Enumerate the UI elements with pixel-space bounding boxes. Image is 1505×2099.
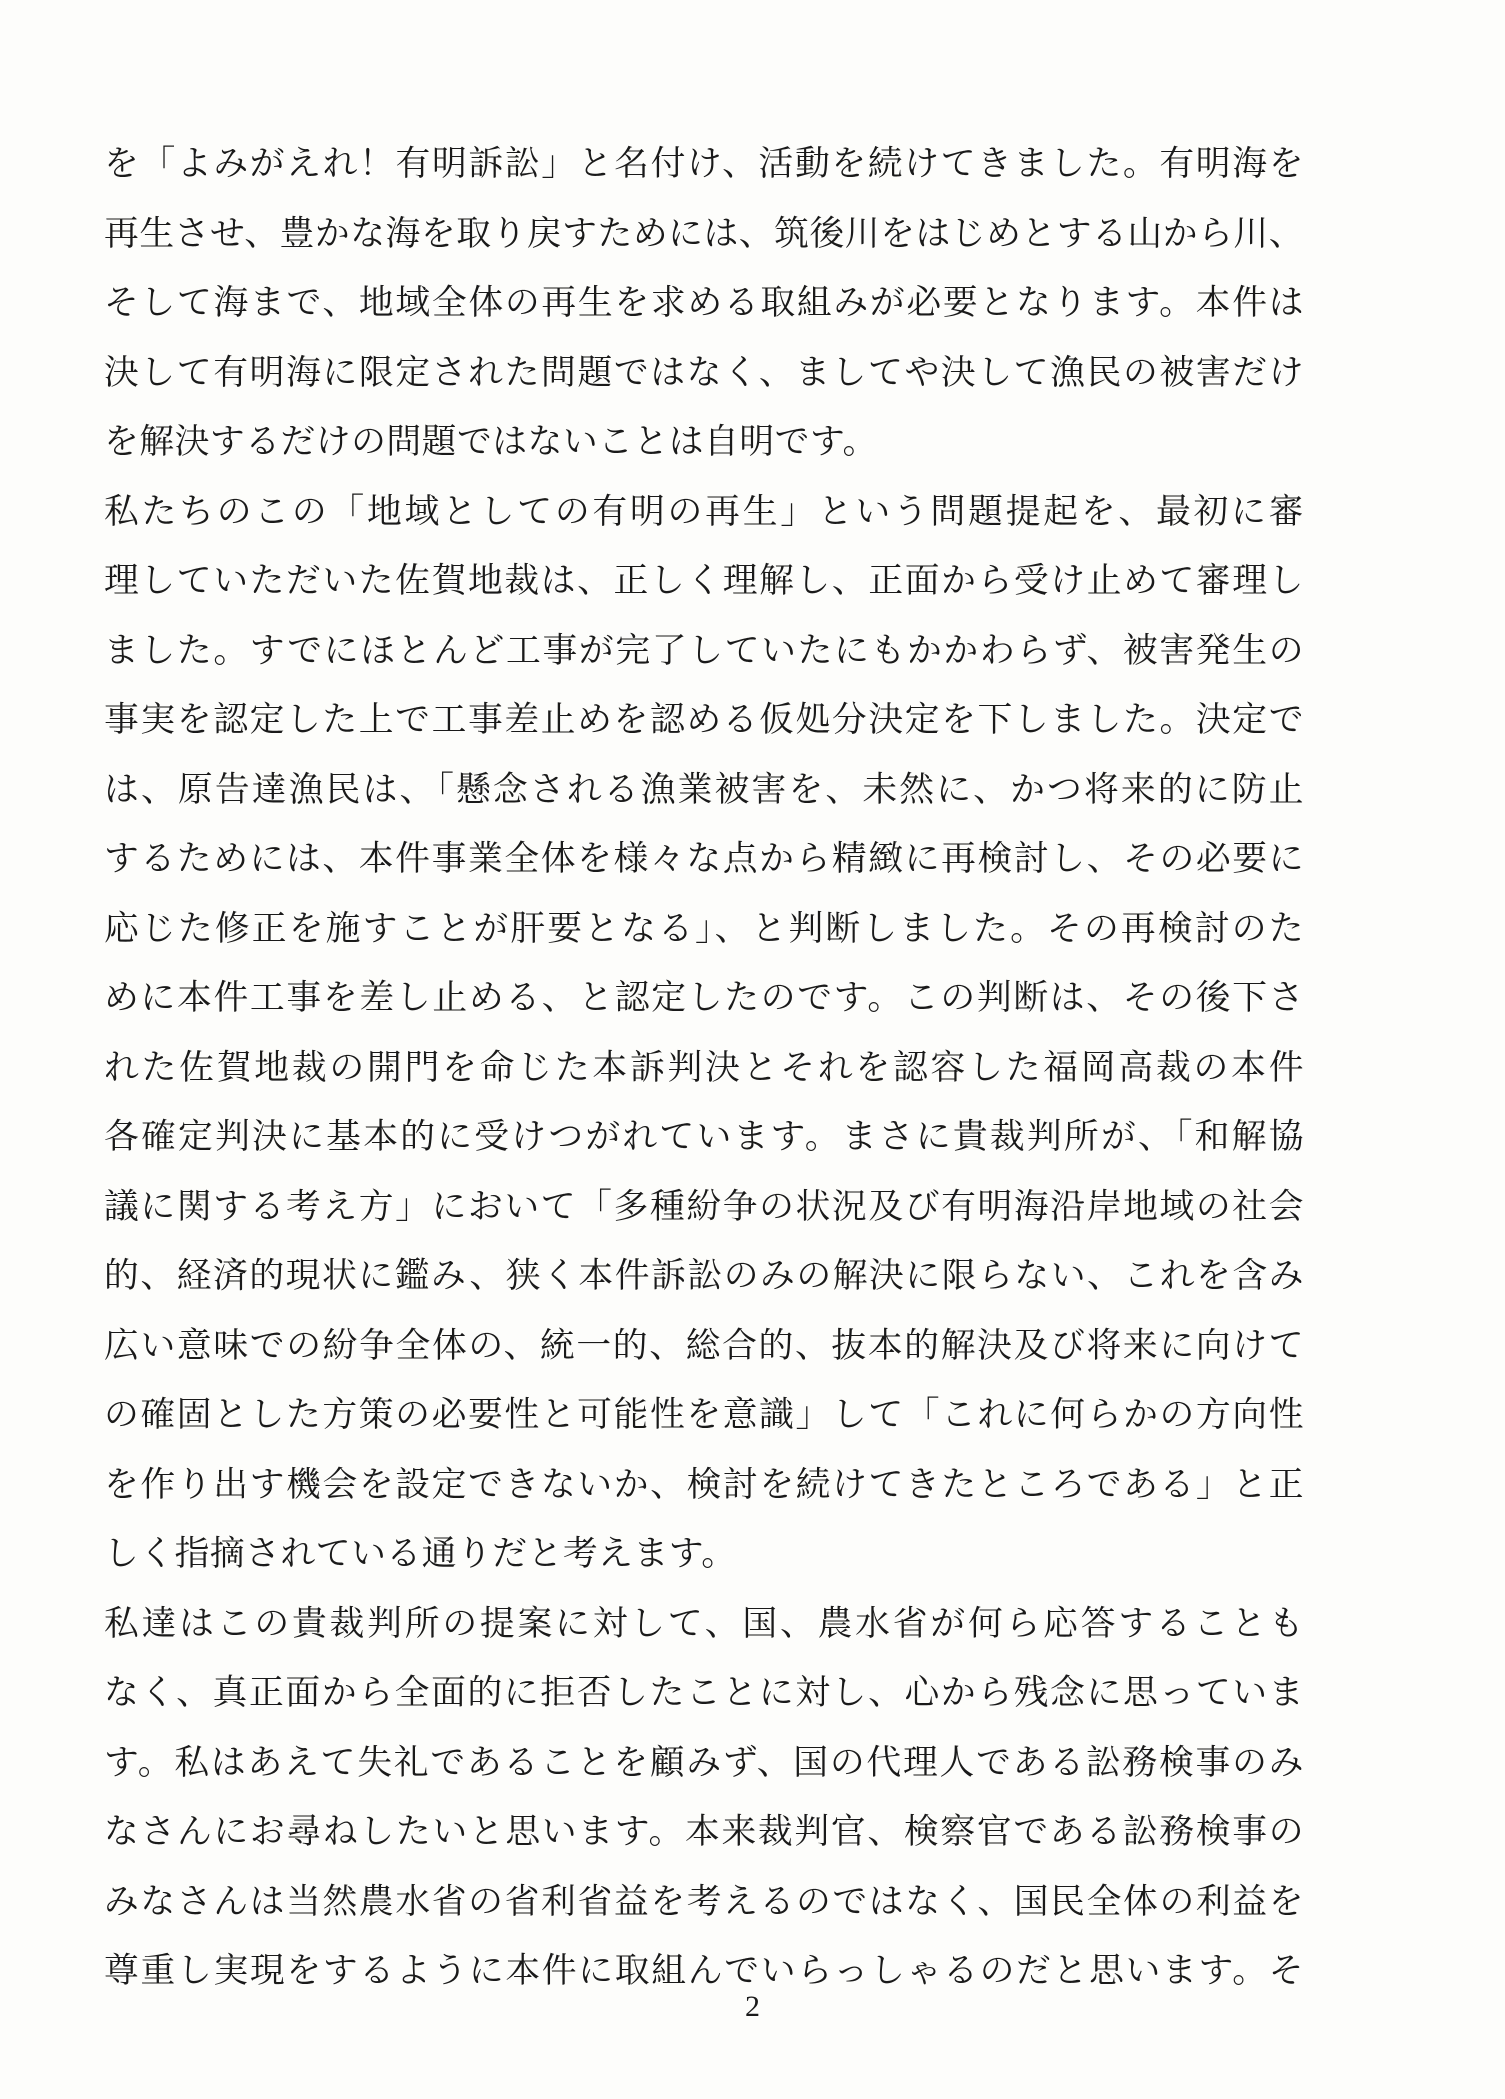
text-line: 決して有明海に限定された問題ではなく、ましてや決して漁民の被害だけ — [104, 352, 1304, 393]
text-line: 各確定判決に基本的に受けつがれています。まさに貴裁判所が、「和解協 — [104, 1117, 1304, 1157]
text-line: 尊重し実現をするように本件に取組んでいらっしゃるのだと思います。そ — [104, 1951, 1304, 1991]
text-line: 的、経済的現状に鑑み、狭く本件訴訟のみの解決に限らない、これを含み — [104, 1256, 1304, 1296]
text-line: を作り出す機会を設定できないか、検討を続けてきたところである」と正 — [104, 1464, 1304, 1505]
text-line: なく、真正面から全面的に拒否したことに対し、心から残念に思っていま — [104, 1673, 1304, 1713]
text-line: するためには、本件事業全体を様々な点から精緻に再検討し、その必要に — [104, 839, 1304, 879]
body-text — [104, 130, 1304, 2007]
text-line: 再生させ、豊かな海を取り戻すためには、筑後川をはじめとする山から川、 — [104, 213, 1304, 254]
text-line: しく指摘されている通りだと考えます。 — [104, 1534, 737, 1574]
text-line: ました。すでにほとんど工事が完了していたにもかかわらず、被害発生の — [104, 630, 1304, 671]
page-number: 2 — [745, 1990, 760, 2023]
text-line: は、原告達漁民は、「懸念される漁業被害を、未然に、かつ将来的に防止 — [104, 769, 1304, 810]
text-line: れた佐賀地裁の開門を命じた本訴判決とそれを認容した福岡高裁の本件 — [104, 1047, 1304, 1088]
text-line: めに本件工事を差し止める、と認定したのです。この判断は、その後下さ — [104, 978, 1304, 1018]
text-line: を解決するだけの問題ではないことは自明です。 — [104, 422, 878, 462]
text-line: を「よみがえれ！有明訴訟」と名付け、活動を続けてきました。有明海を — [104, 144, 1304, 184]
text-line: 私たちのこの「地域としての有明の再生」という問題提起を、最初に審 — [104, 491, 1304, 532]
text-line: す。私はあえて失礼であることを顧みず、国の代理人である訟務検事のみ — [104, 1742, 1304, 1783]
text-line: なさんにお尋ねしたいと思います。本来裁判官、検察官である訟務検事の — [104, 1812, 1304, 1852]
text-line: 事実を認定した上で工事差止めを認める仮処分決定を下しました。決定で — [104, 700, 1304, 740]
text-line: 理していただいた佐賀地裁は、正しく理解し、正面から受け止めて審理し — [104, 561, 1304, 601]
text-line: 広い意味での紛争全体の、統一的、総合的、抜本的解決及び将来に向けて — [104, 1325, 1304, 1366]
text-line: 応じた修正を施すことが肝要となる」、と判断しました。その再検討のた — [104, 908, 1304, 949]
text-line: 議に関する考え方」において「多種紛争の状況及び有明海沿岸地域の社会 — [104, 1186, 1304, 1227]
text-line: みなさんは当然農水省の省利省益を考えるのではなく、国民全体の利益を — [104, 1881, 1304, 1922]
text-line: 私達はこの貴裁判所の提案に対して、国、農水省が何ら応答することも — [104, 1603, 1304, 1644]
text-line: そして海まで、地域全体の再生を求める取組みが必要となります。本件は — [104, 283, 1304, 323]
text-line: の確固とした方策の必要性と可能性を意識」して「これに何らかの方向性 — [104, 1395, 1304, 1435]
